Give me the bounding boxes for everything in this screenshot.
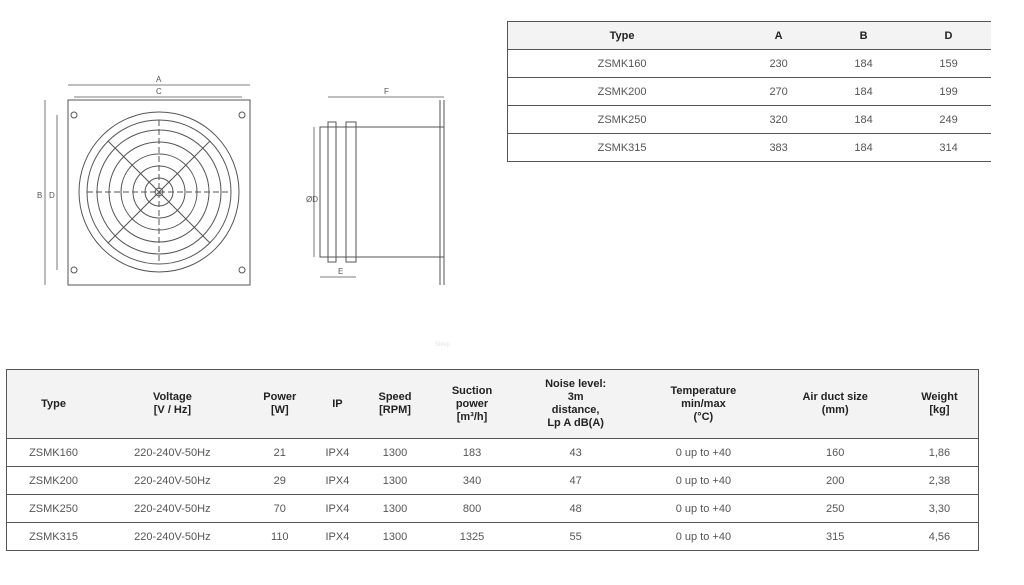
label-d: D [49,191,55,200]
table-cell: 21 [245,439,315,467]
side-view [320,100,444,285]
table-row [508,50,992,78]
header-line: 3m [567,391,584,403]
fan-technical-drawing [30,70,470,300]
dimensions-header: B [821,22,906,50]
label-f: F [384,87,389,96]
header-line: [m³/h] [456,410,488,423]
table-cell: 29 [245,467,315,495]
table-cell: 320 [736,106,821,134]
header-line: (mm) [821,404,849,416]
table-cell: ZSMK160 [7,439,101,467]
table-cell: 184 [821,134,906,162]
table-cell: ZSMK200 [7,467,101,495]
table-cell: 0 up to +40 [637,439,769,467]
side-dimensions [314,97,444,277]
spec-header-type [7,370,101,439]
header-line: [V / Hz] [153,404,192,416]
table-cell: 2,38 [901,467,979,495]
table-row [7,467,979,495]
table-cell: 3,30 [901,495,979,523]
label-a: A [156,75,162,84]
table-cell: 184 [821,106,906,134]
table-cell: 315 [769,523,900,551]
table-cell: 220-240V-50Hz [100,495,245,523]
spec-header-power [245,370,315,439]
header-line: power [455,397,489,410]
table-row [7,523,979,551]
header-line: Temperature [670,384,737,397]
table-cell: 184 [821,50,906,78]
table-cell: ZSMK315 [7,523,101,551]
table-cell: 220-240V-50Hz [100,439,245,467]
table-cell: 250 [769,495,900,523]
spec-header-temperature [637,370,769,439]
header-line: Speed [378,391,412,403]
table-cell: 1300 [360,495,430,523]
spec-header-voltage [100,370,245,439]
table-cell: 0 up to +40 [637,467,769,495]
table-cell: ZSMK315 [508,134,737,162]
table-cell: 200 [769,467,900,495]
header-line: Noise level: [545,378,607,390]
table-cell: 55 [514,523,637,551]
table-cell: 800 [430,495,514,523]
header-line: Suction [451,384,493,397]
table-cell: 249 [906,106,991,134]
table-cell: 159 [906,50,991,78]
table-cell: 220-240V-50Hz [100,523,245,551]
table-cell: 48 [514,495,637,523]
header-line: Type [41,397,66,410]
header-line: Weight [921,391,958,403]
table-cell: 1300 [360,523,430,551]
table-cell: 230 [736,50,821,78]
table-row [508,134,992,162]
table-cell: ZSMK250 [508,106,737,134]
specifications-table [6,369,979,551]
header-line: min/max [681,397,726,410]
table-cell: IPX4 [315,439,360,467]
dimensions-header: Type [508,22,737,50]
table-cell: 220-240V-50Hz [100,467,245,495]
table-cell: 4,56 [901,523,979,551]
table-row [508,78,992,106]
label-b: B [37,191,43,200]
header-line: IP [332,397,343,410]
dimensions-header: D [906,22,991,50]
table-cell: 199 [906,78,991,106]
front-dimensions [45,85,250,285]
header-line: [W] [270,404,289,416]
table-row [508,106,992,134]
table-cell: 184 [821,78,906,106]
header-line: [RPM] [379,404,411,416]
spec-header-suction [430,370,514,439]
header-line: Lp A dB(A) [547,417,604,429]
header-line: Power [263,391,297,403]
watermark: Sklep [435,342,451,348]
dimensions-header: A [736,22,821,50]
table-cell: 160 [769,439,900,467]
table-cell: 47 [514,467,637,495]
spec-header-ip [315,370,360,439]
table-cell: 183 [430,439,514,467]
header-line: Air duct size [802,391,868,403]
front-view [68,100,250,285]
table-cell: 383 [736,134,821,162]
table-cell: 110 [245,523,315,551]
table-cell: 1300 [360,467,430,495]
label-od: ØD [306,195,318,204]
table-cell: IPX4 [315,495,360,523]
spec-header-row [7,370,979,439]
table-row [7,439,979,467]
spec-header-speed [360,370,430,439]
header-line: [kg] [929,404,950,416]
table-cell: 270 [736,78,821,106]
table-cell: ZSMK200 [508,78,737,106]
spec-header-weight [901,370,979,439]
table-cell: 1325 [430,523,514,551]
table-cell: IPX4 [315,523,360,551]
table-cell: 314 [906,134,991,162]
label-e: E [338,267,344,276]
dimensions-table [507,21,991,162]
table-cell: ZSMK250 [7,495,101,523]
table-cell: IPX4 [315,467,360,495]
table-cell: ZSMK160 [508,50,737,78]
table-cell: 1,86 [901,439,979,467]
table-cell: 0 up to +40 [637,523,769,551]
table-cell: 0 up to +40 [637,495,769,523]
label-c: C [156,87,162,96]
dimensions-header-row [508,22,992,50]
table-cell: 43 [514,439,637,467]
table-cell: 1300 [360,439,430,467]
header-line: (°C) [693,410,714,423]
spec-header-noise [514,370,637,439]
header-line: distance, [551,404,600,416]
table-cell: 70 [245,495,315,523]
table-cell: 340 [430,467,514,495]
header-line: Voltage [152,391,192,403]
table-row [7,495,979,523]
spec-header-duct [769,370,900,439]
